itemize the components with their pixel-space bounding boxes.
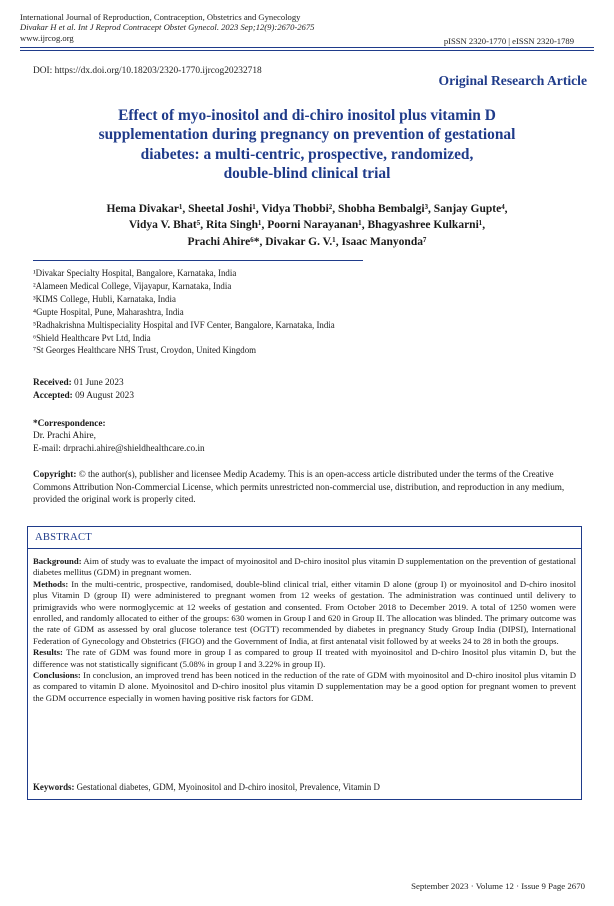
correspondence-name: Dr. Prachi Ahire, (33, 431, 96, 442)
citation: Divakar H et al. Int J Reprod Contracept Obstet Gynecol. 2023 Sep;12(9):2670-2675 (20, 22, 315, 32)
affiliation-list (33, 267, 335, 357)
copyright-notice: Copyright: © the author(s), publisher and licensee Medip Academy. This is an open-access article distributed under the terms of the Creative Commons Attribution Non-Commercial License, which permits unrestricted non-commercial use, distribution, and reproduction in any medium, provided the original work is properly cited. (33, 469, 565, 505)
abstract-results: Results: The rate of GDM was found more in group I as compared to group II treated with myoinositol and D-chiro Inositol plus vitamin D, but the difference was not statistically significant (5.08% in group I and 3.22% in group II). (33, 647, 577, 669)
correspondence-label: *Correspondence: (33, 419, 106, 429)
title-line: diabetes: a multi-centric, prospective, randomized, (140, 145, 474, 163)
author-list (40, 201, 574, 250)
keywords: Keywords: Gestational diabetes, GDM, Myoinositol and D-chiro inositol, Prevalence, Vitamin D (33, 782, 380, 792)
abstract-background: Background: Aim of study was to evaluate the impact of myoinositol and D-chiro inositol plus vitamin D supplementation on the prevention of gestational diabetes mellitus (GDM) in pregnant women. (33, 556, 576, 578)
abstract-heading: ABSTRACT (35, 532, 92, 543)
doi-link[interactable]: DOI: https://dx.doi.org/10.18203/2320-1770.ijrcog20232718 (33, 66, 262, 76)
accepted-date: Accepted: 09 August 2023 (33, 391, 134, 401)
article-title (40, 106, 574, 184)
title-line: double-blind clinical trial (223, 165, 391, 183)
issn: pISSN 2320-1770 | eISSN 2320-1789 (443, 36, 574, 46)
dates (33, 377, 134, 403)
affiliation: ¹Divakar Specialty Hospital, Bangalore, Karnataka, India (33, 268, 237, 278)
received-date: Received: 01 June 2023 (33, 378, 124, 388)
abstract-methods: Methods: In the multi-centric, prospective, randomised, double-blind clinical trial, either vitamin D alone (group I) or myoinositol and D-chiro inositol plus Vitamin D (group II) were administered to pregnant women from 12 weeks of gestation. The administration was continued until delivery to primigravids who were normoglycemic at 12 weeks of gestation and consented. From October 2018 to December 2019. A total of 1250 women were enrolled, and randomly allocated to either of the groups: 630 women in Group I and 620 in Group II. The allocation was blinded. The primary outcome was the rate of GDM as assessed by oral glucose tolerance test (OGTT) recommended by diabetes in pregnancy Study Group India (DIPSI), International Federation of Gynecology and Obstetrics (FIGO) and the Government of India, at first antenatal visit followed by at weeks 24 to 28 in both the groups. (33, 578, 576, 646)
journal-name: International Journal of Reproduction, Contraception, Obstetrics and Gynecology (20, 12, 301, 22)
abstract-heading-rule (28, 548, 581, 549)
author-line: Hema Divakar¹, Sheetal Joshi¹, Vidya Thobbi², Shobha Bembalgi³, Sanjay Gupte⁴, (106, 203, 508, 215)
affiliation-rule (33, 260, 363, 261)
page-footer: September 2023 · Volume 12 · Issue 9 Page 2670 (411, 881, 585, 891)
affiliation: ⁶Shield Healthcare Pvt Ltd, India (33, 332, 151, 343)
affiliation: ²Alameen Medical College, Vijayapur, Karnataka, India (33, 280, 232, 291)
journal-website[interactable]: www.ijrcog.org (20, 33, 74, 43)
abstract-conclusions: Conclusions: In conclusion, an improved trend has been noticed in the reduction of the rate of GDM with myoinositol and D-chiro inositol plus vitamin D as compared to vitamin D alone. Myoinositol and D-chiro inositol plus vitamin D supplementation may be a good option for pregnant women to prevent the GDM occurrence especially in women having positive risk factors for GDM. (33, 670, 576, 703)
header-rule-secondary (20, 50, 594, 51)
affiliation: ³KIMS College, Hubli, Karnataka, India (33, 293, 176, 304)
affiliation: ⁷St Georges Healthcare NHS Trust, Croydon, United Kingdom (33, 345, 257, 356)
header-rule (20, 47, 594, 48)
affiliation: ⁴Gupte Hospital, Pune, Maharashtra, India (33, 306, 184, 317)
abstract-body (33, 556, 576, 704)
title-line: Effect of myo-inositol and di-chiro inositol plus vitamin D (118, 107, 496, 124)
author-line: Vidya V. Bhat⁵, Rita Singh¹, Poorni Narayanan¹, Bhagyashree Kulkarni¹, (128, 219, 486, 232)
affiliation: ⁵Radhakrishna Multispeciality Hospital and IVF Center, Bangalore, Karnataka, India (33, 319, 335, 330)
article-type: Original Research Article (438, 73, 587, 88)
correspondence (33, 418, 205, 455)
title-line: supplementation during pregnancy on prevention of gestational (98, 126, 516, 144)
author-line: Prachi Ahire⁶*, Divakar G. V.¹, Isaac Manyonda⁷ (187, 235, 427, 248)
correspondence-email[interactable]: E-mail: drprachi.ahire@shieldhealthcare.co.in (33, 443, 205, 454)
